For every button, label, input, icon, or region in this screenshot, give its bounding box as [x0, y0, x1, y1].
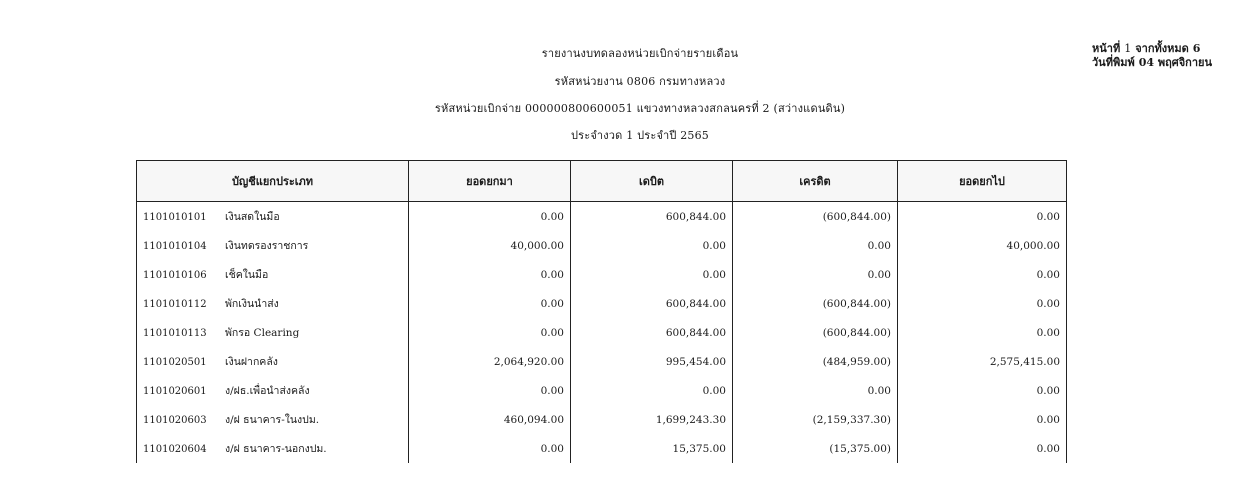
page-number-row	[1092, 42, 1212, 56]
debit-cell: 0.00	[571, 376, 733, 405]
account-name: เงินทดรองราชการ	[225, 240, 309, 252]
credit-cell: (484,959.00)	[733, 347, 898, 376]
carried-forward-cell: 0.00	[898, 202, 1067, 232]
page-label: หน้าที่	[1092, 42, 1121, 55]
carried-forward-cell: 0.00	[898, 260, 1067, 289]
table-row	[137, 347, 1067, 376]
debit-cell: 15,375.00	[571, 434, 733, 463]
table-row	[137, 434, 1067, 463]
account-code: 1101020604	[143, 444, 207, 455]
credit-cell: 0.00	[733, 231, 898, 260]
report-title: รายงานงบทดลองหน่วยเบิกจ่ายรายเดือน	[541, 47, 739, 60]
col-header-carried-forward: ยอดยกไป	[898, 161, 1067, 202]
credit-cell: (600,844.00)	[733, 289, 898, 318]
debit-cell: 600,844.00	[571, 289, 733, 318]
account-code: 1101020501	[143, 357, 207, 368]
brought-forward-cell: 40,000.00	[409, 231, 571, 260]
account-cell	[137, 202, 409, 232]
debit-cell: 600,844.00	[571, 202, 733, 232]
print-date-row	[1092, 56, 1212, 70]
debit-cell: 1,699,243.30	[571, 405, 733, 434]
brought-forward-cell: 0.00	[409, 289, 571, 318]
table-row	[137, 289, 1067, 318]
col-header-debit: เดบิต	[571, 161, 733, 202]
credit-cell: (2,159,337.30)	[733, 405, 898, 434]
debit-cell: 0.00	[571, 231, 733, 260]
col-header-brought-forward: ยอดยกมา	[409, 161, 571, 202]
carried-forward-cell: 40,000.00	[898, 231, 1067, 260]
credit-cell: 0.00	[733, 376, 898, 405]
carried-forward-cell: 0.00	[898, 376, 1067, 405]
account-code: 1101010112	[143, 299, 207, 310]
account-name: ง/ฝ ธนาคาร-ในงปม.	[225, 414, 320, 426]
carried-forward-cell: 0.00	[898, 318, 1067, 347]
disbursing-unit-line: รหัสหน่วยเบิกจ่าย 000000800600051 แขวงทางหลวงสกลนครที่ 2 (สว่างแดนดิน)	[434, 102, 846, 115]
account-name: พักเงินนำส่ง	[225, 298, 279, 310]
brought-forward-cell: 0.00	[409, 202, 571, 232]
carried-forward-cell: 0.00	[898, 405, 1067, 434]
debit-cell: 600,844.00	[571, 318, 733, 347]
account-code: 1101010106	[143, 270, 207, 281]
table-row	[137, 318, 1067, 347]
account-code: 1101010104	[143, 241, 207, 252]
print-date-label: วันที่พิมพ์	[1092, 56, 1135, 69]
credit-cell: (600,844.00)	[733, 202, 898, 232]
brought-forward-cell: 0.00	[409, 434, 571, 463]
account-cell	[137, 376, 409, 405]
credit-cell: (15,375.00)	[733, 434, 898, 463]
of-label: จากทั้งหมด	[1135, 42, 1189, 55]
brought-forward-cell: 460,094.00	[409, 405, 571, 434]
table-row	[137, 376, 1067, 405]
brought-forward-cell: 0.00	[409, 260, 571, 289]
brought-forward-cell: 2,064,920.00	[409, 347, 571, 376]
account-name: ง/ฝ ธนาคาร-นอกงปม.	[225, 443, 327, 455]
account-code: 1101020603	[143, 415, 207, 426]
brought-forward-cell: 0.00	[409, 376, 571, 405]
col-header-credit: เครดิต	[733, 161, 898, 202]
account-cell	[137, 434, 409, 463]
credit-cell: 0.00	[733, 260, 898, 289]
table-row	[137, 202, 1067, 232]
page-info	[1092, 42, 1212, 70]
total-pages: 6	[1192, 42, 1201, 55]
agency-line: รหัสหน่วยงาน 0806 กรมทางหลวง	[554, 75, 726, 88]
account-cell	[137, 347, 409, 376]
account-code: 1101010101	[143, 212, 207, 223]
period-line: ประจำงวด 1 ประจำปี 2565	[571, 129, 709, 142]
print-date: 04 พฤศจิกายน	[1138, 56, 1212, 69]
account-name: ง/ฝธ.เพื่อนำส่งคลัง	[225, 385, 310, 397]
col-header-account: บัญชีแยกประเภท	[137, 161, 409, 202]
account-cell	[137, 231, 409, 260]
table-row	[137, 260, 1067, 289]
account-name: เงินฝากคลัง	[225, 356, 278, 368]
table-header-row	[137, 161, 1067, 202]
trial-balance-table	[136, 160, 1067, 463]
credit-cell: (600,844.00)	[733, 318, 898, 347]
brought-forward-cell: 0.00	[409, 318, 571, 347]
page-number: 1	[1124, 42, 1132, 55]
carried-forward-cell: 2,575,415.00	[898, 347, 1067, 376]
debit-cell: 0.00	[571, 260, 733, 289]
account-code: 1101010113	[143, 328, 207, 339]
table-row	[137, 231, 1067, 260]
table-row	[137, 405, 1067, 434]
account-cell	[137, 289, 409, 318]
carried-forward-cell: 0.00	[898, 289, 1067, 318]
account-name: พักรอ Clearing	[225, 327, 300, 339]
account-cell	[137, 318, 409, 347]
debit-cell: 995,454.00	[571, 347, 733, 376]
account-cell	[137, 405, 409, 434]
account-code: 1101020601	[143, 386, 207, 397]
account-name: เช็คในมือ	[225, 269, 269, 281]
account-name: เงินสดในมือ	[225, 211, 280, 223]
account-cell	[137, 260, 409, 289]
carried-forward-cell: 0.00	[898, 434, 1067, 463]
